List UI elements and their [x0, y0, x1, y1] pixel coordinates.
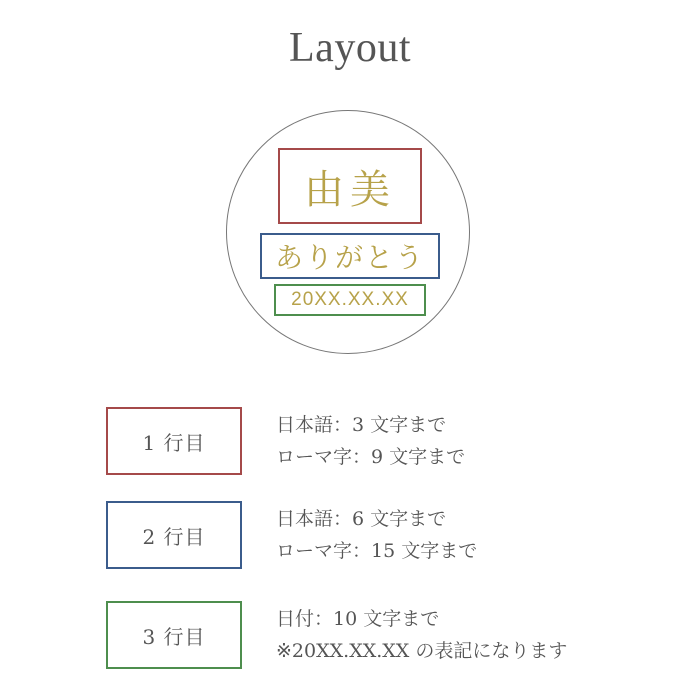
page-title: Layout	[289, 25, 411, 71]
legend-description	[276, 409, 465, 473]
legend-label: 1 行目	[142, 430, 206, 455]
preview-line3-text: 20XX.XX.XX	[291, 289, 409, 310]
legend-label: 2 行目	[142, 524, 206, 549]
legend-text-line: ローマ字：9 文字まで	[276, 446, 466, 468]
legend-text-line: ※20XX.XX.XX の表記になります	[276, 640, 568, 662]
preview-line1-box	[278, 148, 422, 224]
legend-row-line2	[0, 501, 700, 569]
legend-box-line2	[106, 501, 242, 569]
preview-line1-text: 由美	[304, 166, 396, 213]
legend-text-line: ローマ字：15 文字まで	[276, 540, 478, 562]
preview-circle	[226, 110, 470, 354]
legend-text-line: 日本語：6 文字まで	[276, 508, 447, 530]
preview-line2-box	[260, 233, 440, 279]
preview-line2-text: ありがとう	[274, 241, 425, 274]
legend-text-line: 日本語：3 文字まで	[276, 414, 447, 436]
legend-text-line: 日付：10 文字まで	[276, 608, 440, 630]
legend-label: 3 行目	[142, 624, 206, 649]
legend-description	[276, 603, 567, 667]
legend-row-line3	[0, 601, 700, 669]
legend-box-line3	[106, 601, 242, 669]
legend-description	[276, 503, 477, 567]
legend-box-line1	[106, 407, 242, 475]
legend-row-line1	[0, 407, 700, 475]
preview-line3-box	[274, 284, 426, 316]
